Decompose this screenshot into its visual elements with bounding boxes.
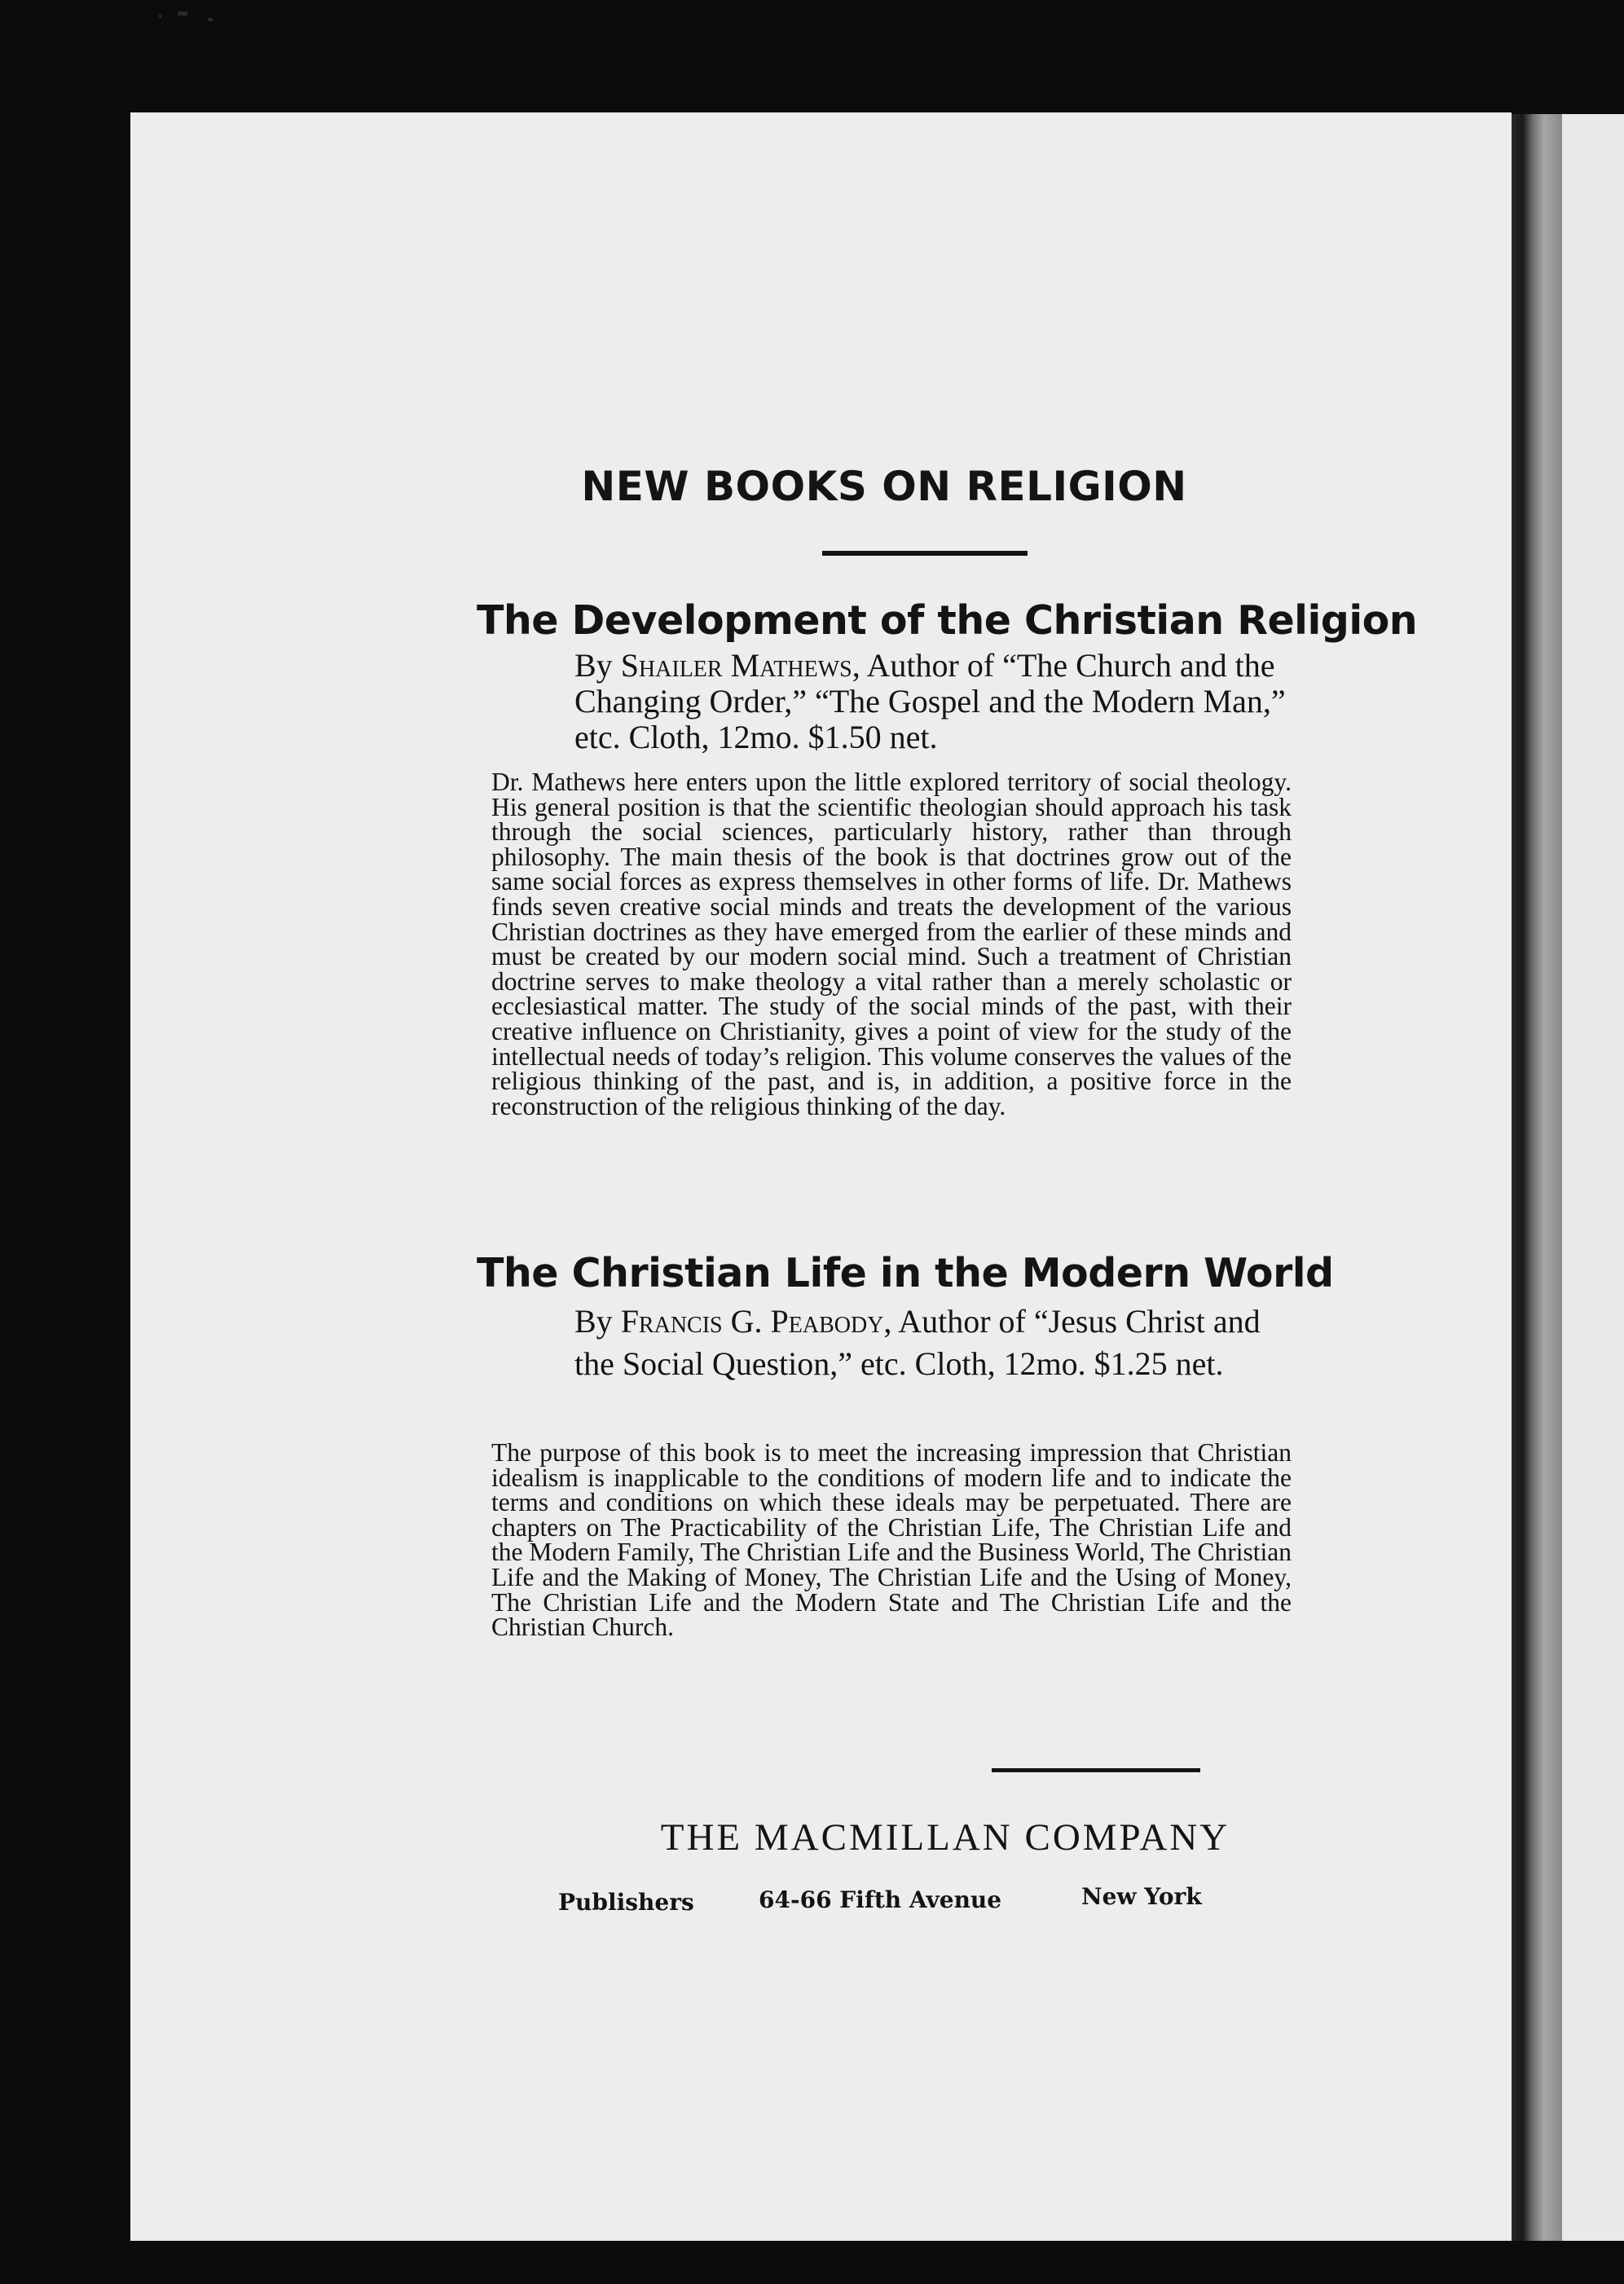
book-author-2: Francis G. Peabody	[620, 1303, 884, 1340]
heading-rule	[822, 551, 1028, 556]
book-title-1: The Development of the Christian Religion	[477, 597, 1418, 644]
publisher-role: Publishers	[558, 1889, 694, 1916]
dust-speck	[159, 15, 161, 18]
byline-prefix: By	[574, 1303, 621, 1340]
byline-details: , Author of “The Church and the Changing Order,” “The Gospel and the Modern Man,” etc. Cloth, 12mo. $1.50 net.	[574, 647, 1286, 755]
page-heading: NEW BOOKS ON RELIGION	[581, 463, 1187, 510]
book-description-1: Dr. Mathews here enters upon the little explored territory of social theology. His general position is that the scientific theologian should approach his task through the social sciences, particularly history, rather than through philosophy. The main thesis of the book is that doctrines grow out of the same social forces as express themselves in other forms of life. Dr. Mathews finds seven creative social minds and treats the development of the various Christian doctrines as they have emerged from the earlier of these minds and must be created by our modern social mind. Such a treatment of Christian doctrine serves to make theology a vital rather than a merely scholastic or ecclesiastical matter. The study of the social minds of the past, with their creative influence on Christianity, gives a point of view for the study of the intellectual needs of today’s religion. This volume conserves the values of the religious thinking of the past, and is, in addition, a positive force in the reconstruction of the religious thinking of the day.	[491, 768, 1292, 1120]
book-byline-1	[574, 648, 1292, 755]
byline-details: , Author of “Jesus Christ and the Social Question,” etc. Cloth, 12mo. $1.25 net.	[574, 1303, 1261, 1382]
book-spine-edge	[1512, 114, 1562, 2241]
byline-prefix: By	[574, 647, 621, 684]
publisher-city: New York	[1081, 1883, 1202, 1910]
footer-rule	[992, 1768, 1200, 1772]
page-paper	[130, 112, 1512, 2241]
book-author-1: Shailer Mathews	[620, 647, 852, 684]
dust-speck	[208, 18, 213, 21]
publisher-address: 64-66 Fifth Avenue	[759, 1886, 1002, 1913]
dust-speck	[178, 11, 187, 15]
facing-page-edge	[1562, 114, 1624, 2241]
book-title-2: The Christian Life in the Modern World	[477, 1250, 1334, 1296]
book-byline-2	[574, 1300, 1292, 1385]
publisher-name: THE MACMILLAN COMPANY	[660, 1816, 1230, 1859]
book-description-2: The purpose of this book is to meet the increasing impression that Christian idealism is inapplicable to the conditions of modern life and to indicate the terms and conditions on which these ideals may be perpetuated. There are chapters on The Practicability of the Christian Life, The Christian Life and the Modern Family, The Christian Life and the Business World, The Christian Life and the Making of Money, The Christian Life and the Using of Money, The Christian Life and the Modern State and The Christian Life and the Christian Church.	[491, 1438, 1292, 1642]
